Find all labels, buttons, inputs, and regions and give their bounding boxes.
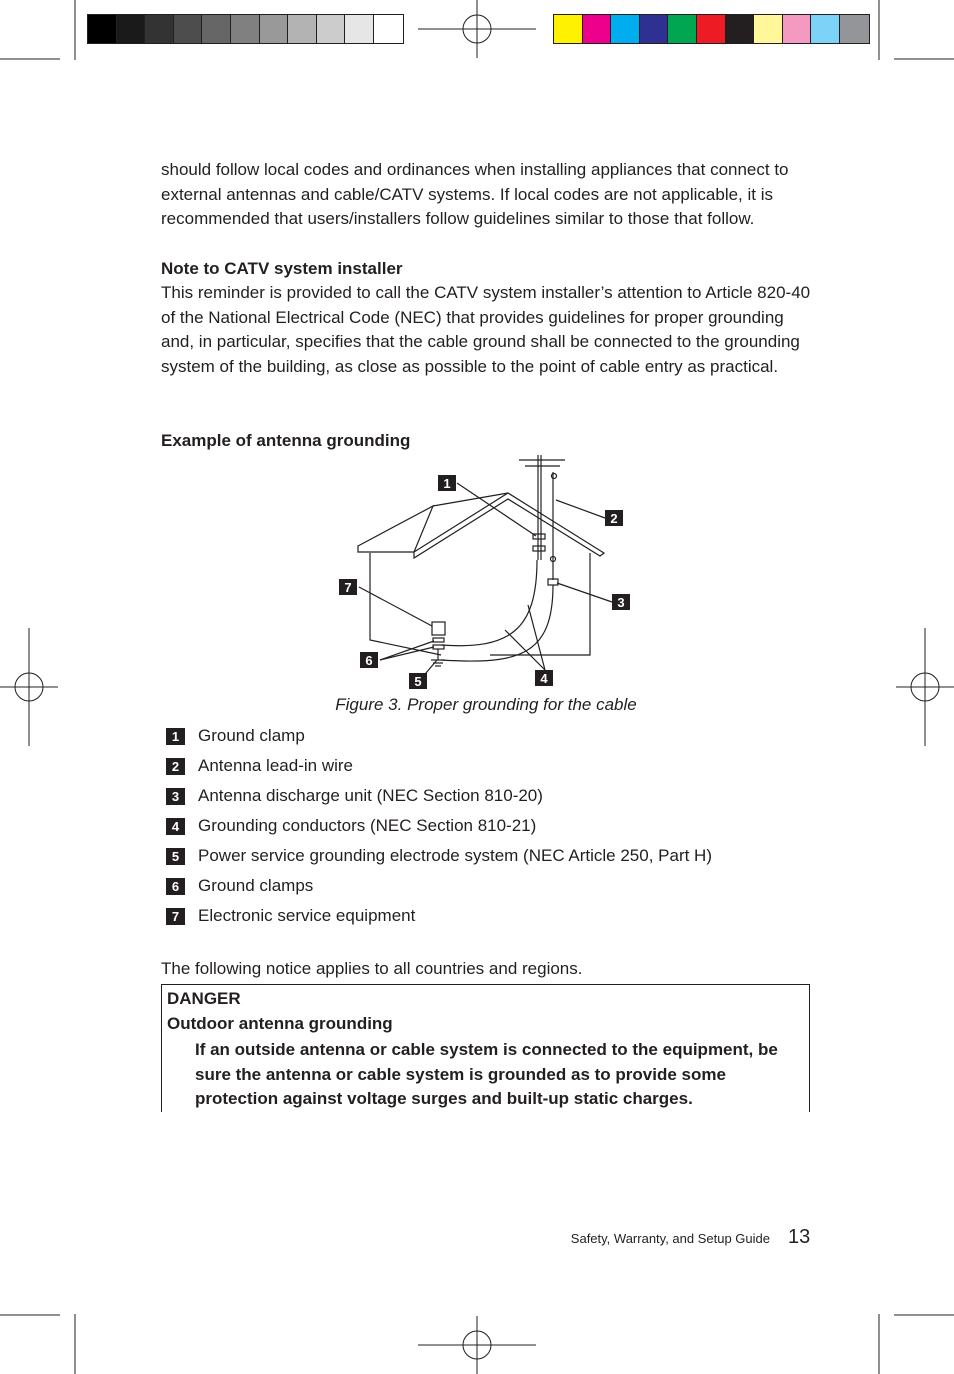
legend-number: 4 bbox=[166, 818, 185, 835]
legend-item bbox=[166, 726, 305, 746]
callout-number: 1 bbox=[443, 476, 451, 491]
example-heading: Example of antenna grounding bbox=[161, 431, 411, 450]
legend-item bbox=[166, 876, 313, 896]
antenna-grounding-figure bbox=[330, 450, 640, 695]
danger-body: If an outside antenna or cable system is connected to the equipment, be sure the antenna or cable system is grounded as to provide some protection against voltage surges and built-up static charges. bbox=[195, 1040, 778, 1109]
catv-note-body: This reminder is provided to call the CATV system installer’s attention to Article 820-40 of the National Electrical Code (NEC) that provides guidelines for proper grounding and, in particular, specifies that the cable ground shall be connected to the grounding system of the building, as close as possible to the point of cable entry as practical. bbox=[161, 283, 811, 377]
legend-label: Power service grounding electrode system (NEC Article 250, Part H) bbox=[198, 846, 712, 865]
legend-item bbox=[166, 906, 415, 926]
legend-number: 7 bbox=[166, 908, 185, 925]
callout-number: 5 bbox=[414, 674, 422, 689]
catv-note-heading: Note to CATV system installer bbox=[161, 259, 403, 278]
legend-label: Grounding conductors (NEC Section 810-21) bbox=[198, 816, 537, 835]
legend-label: Electronic service equipment bbox=[198, 906, 416, 925]
footer-guide-title: Safety, Warranty, and Setup Guide bbox=[570, 1231, 770, 1246]
legend-number: 6 bbox=[166, 878, 185, 895]
legend-item bbox=[166, 756, 353, 776]
danger-notice-box bbox=[161, 984, 810, 1112]
legend-label: Antenna discharge unit (NEC Section 810-20) bbox=[198, 786, 543, 805]
notice-text: The following notice applies to all countries and regions. bbox=[161, 959, 583, 978]
legend-label: Ground clamp bbox=[198, 726, 305, 745]
intro-paragraph: should follow local codes and ordinances when installing appliances that connect to external antennas and cable/CATV systems. If local codes are not applicable, it is recommended that users/installers follow guidelines similar to those that follow. bbox=[161, 160, 789, 229]
legend-item bbox=[166, 786, 543, 806]
callout-number: 6 bbox=[365, 653, 373, 668]
legend-label: Antenna lead-in wire bbox=[198, 756, 353, 775]
callout-number: 2 bbox=[610, 511, 618, 526]
danger-subtitle: Outdoor antenna grounding bbox=[167, 1014, 393, 1033]
legend-number: 3 bbox=[166, 788, 185, 805]
danger-title: DANGER bbox=[167, 989, 241, 1008]
callout-number: 7 bbox=[344, 580, 352, 595]
page-number: 13 bbox=[788, 1226, 811, 1248]
legend-number: 5 bbox=[166, 848, 185, 865]
legend-item bbox=[166, 816, 536, 836]
legend-label: Ground clamps bbox=[198, 876, 314, 895]
legend-number: 1 bbox=[166, 728, 185, 745]
callout-number: 3 bbox=[617, 595, 625, 610]
callout-number: 4 bbox=[540, 671, 548, 686]
legend-number: 2 bbox=[166, 758, 185, 775]
figure-caption: Figure 3. Proper grounding for the cable bbox=[335, 695, 637, 714]
legend-item bbox=[166, 846, 712, 866]
